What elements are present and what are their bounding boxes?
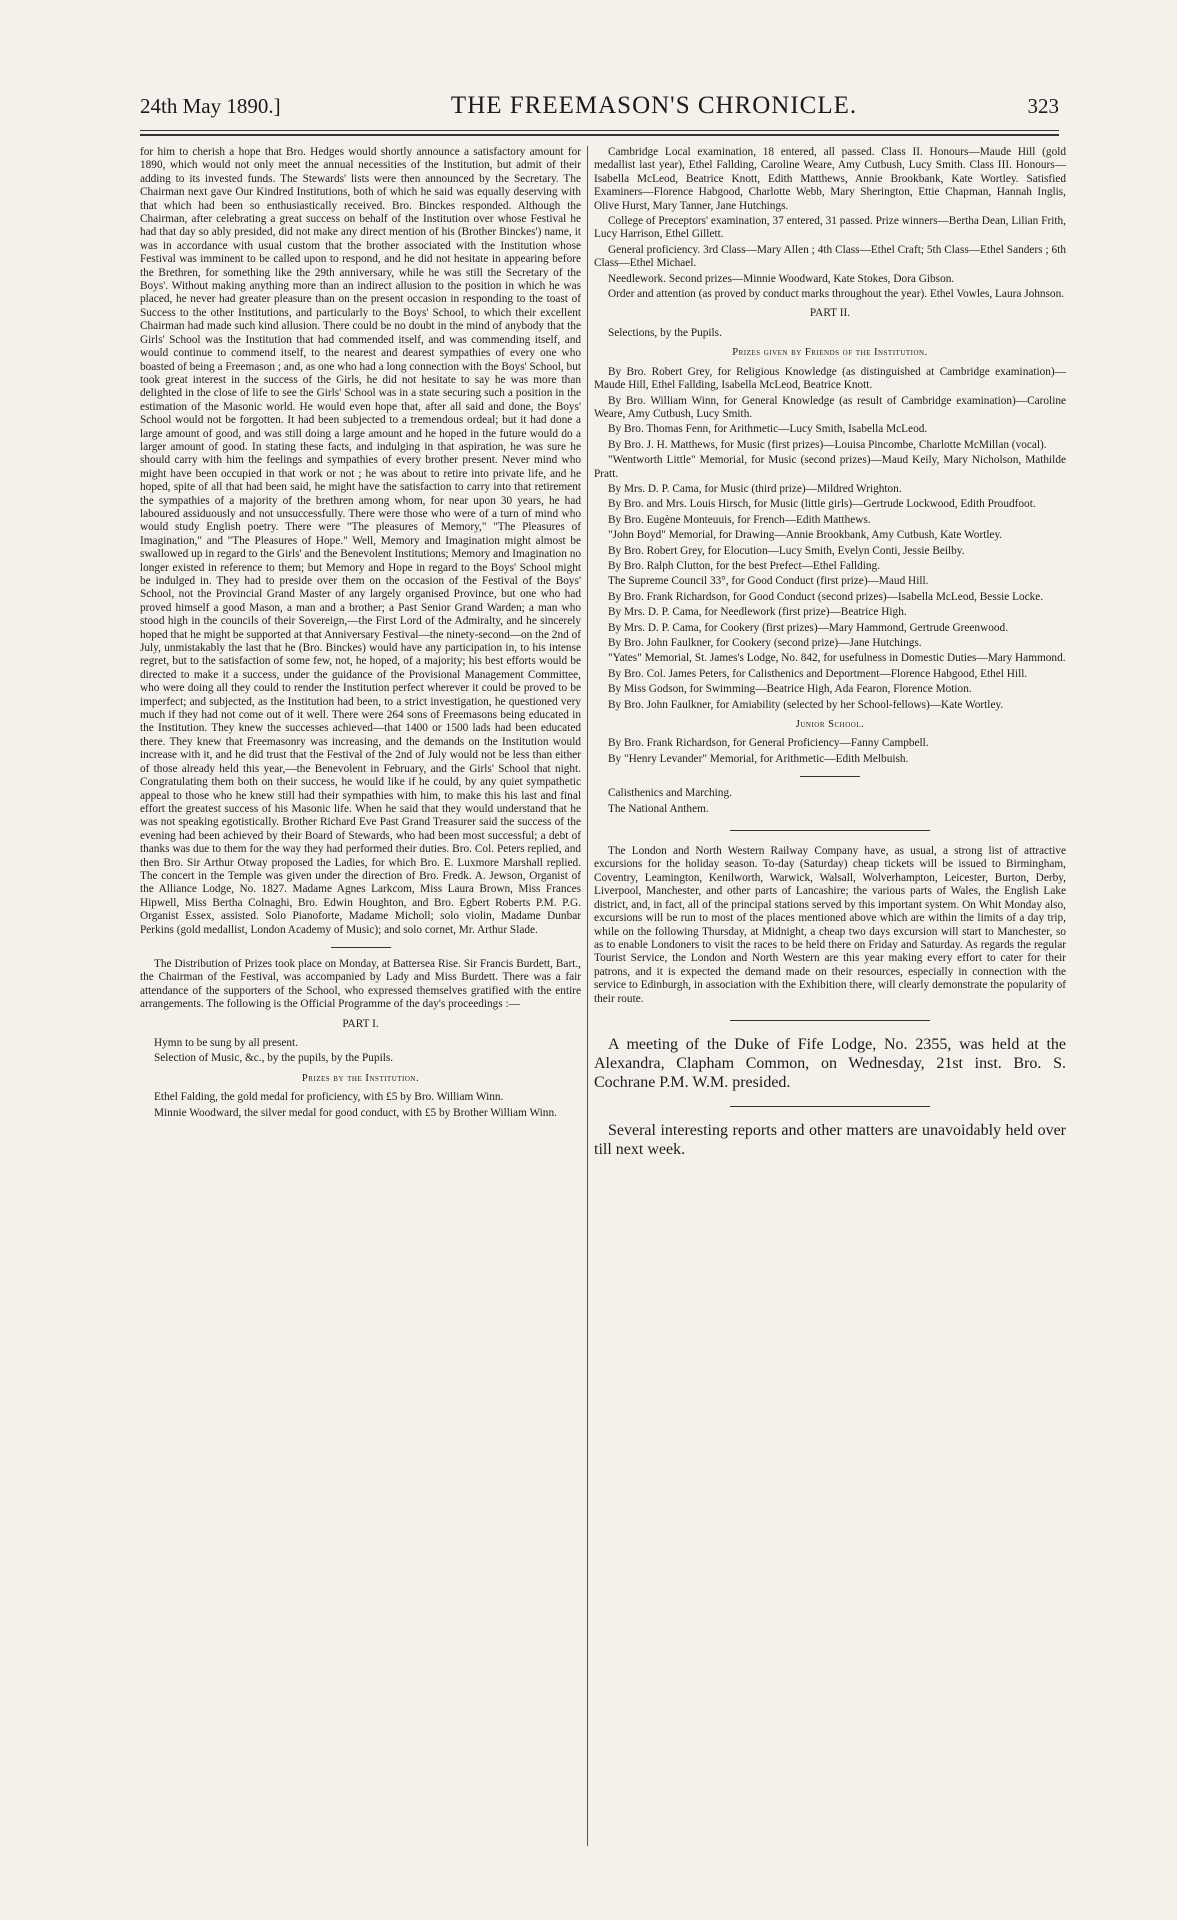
header-rule-thick	[140, 134, 1059, 136]
prize-list-item: By Bro. John Faulkner, for Cookery (second prize)—Jane Hutchings.	[608, 637, 922, 649]
prize-list-item: By Mrs. D. P. Cama, for Cookery (first prizes)—Mary Hammond, Gertrude Greenwood.	[608, 621, 1009, 634]
exam-results: Order and attention (as proved by conduct marks throughout the year). Ethel Vowles, Laura Johnson.	[608, 288, 1065, 301]
article-festival-report: for him to cherish a hope that Bro. Hedges would shortly announce a satisfactory amount for 1890, which would not only meet the annual necessities of the Institution, but admit of their adding to its invested funds. The Stewards' lists were then announced by the Secretary. The Chairman next gave Our Kindred Institutions, both of which he said was equally deserving with that which had been so enthusiastically received. Bro. Binckes responded. Although the Chairman, after celebrating a great success on behalf of the Institution over whose Festival he had that day so ably presided, did not make any direct mention of his (Brother Binckes') name, it was in accordance with usual custom that the brother associated with the Institution whose Festival was imminent to be called upon to respond, and he did not hesitate in appearing before the Brethren, for something like the 29th anniversary, while he was still the Secretary of the Boys'. Without making anything more than an indirect allusion to the position in which he was placed, he never had greater pleasure than on the present occasion in responding to the toast of Success to the other Institutions, and particularly to the Boys' School, to which their excellent Chairman had made such kind allusion. There could be no doubt in the mind of anybody that the Girls' School was the Institution that had commended itself, and was commending itself, and would continue to commend itself, to the nearest and dearest sympathies of every one who boasted of being a Freemason ; and, as one who had a long connection with the Boys' School, but took great interest in the success of the Girls, he did not hesitate to say he was more than delighted in the close of life to see the Girls' School was in a state securing such a position in the estimation of the Masonic world. He would even hope that, after all said and done, the Boys' School would not be forgotten. It had been subjected to a tremendous ordeal; but it had done a large amount of good, and was still doing a large amount and he hoped in the future would do a larger amount of good. In stating these facts, and indulging in that aspiration, he was sure he should carry with him the feelings and sympathies of every brother present. Never mind who might have been occupied in that work or not ; he was about to retire into private life, and he hoped, spite of all that had been said, he might have the satisfaction to carry into that retirement the sympathies of a majority of the brethren among whom, for near upon 30 years, he had laboured assiduously and not unsuccessfully. There were those who were of a turn of mind who would study English poetry. There were "The pleasures of Memory," "The Pleasures of Imagination," and "The Pleasures of Hope." Well, Memory and Imagination might almost be swallowed up in regard to the Girls' and the Benevolent Institutions; Memory and Imagination no longer existed in reference to them; but Memory and Hope in regard to the Boys' School might be indulged in. They had to preside over them on the occasion of the Festival of the Boys' School, not the Provincial Grand Master of any largely organised Province, but one who had proved himself a good Mason, a man and a brother; a Past Senior Grand Warden; a man who stood high in the councils of their Sovereign,—the First Lord of the Admiralty, and he sincerely hoped that he might be supported at that Anniversary Festival—the ninety-second—on the 2nd of July, unmistakably the last that he (Bro. Binckes) would have any participation in, to his intense regret, but to the satisfaction of some few, not, he hoped, of a majority; his best efforts would be directed to make it a success, under the guidance of the Provisional Management Committee, who were doing all they could to render the Institution perfect wherever it could be proved to be imperfect; and subjected, as the Institution had been, to a strict investigation, he questioned very much if they had not come out of it well. There were 264 sons of Freemasons being educated in the Institution. They knew the successes achieved—that 1400 or 1500 lads had been educated there. They knew that Freemasonry was increasing, and the demands on the Institution would increase with it, and he did trust that the Festival of the 2nd of July would not be less than either of those already held this year,—the Benevolent in February, and the Girls' School that night. Congratulating them both on their success, he would like if he could, by any quiet sympathetic appeal to those who he knew still had their sympathies with him, to make this his last and final effort the greatest success of his Masonic life. When he said that they would understand that he was not speaking egotistically. Brother Richard Eve Past Grand Treasurer said the success of the evening had been achieved by their Board of Stewards, who had been most successful; a debt of thanks was due to them for the way they had performed their duties. Bro. Col. Peters replied, and then Bro. Sir Arthur Otway proposed the Ladies, for which Bro. E. Luxmore Marshall replied. The concert in the Temple was given under the direction of Bro. Fredk. A. Jewson, Organist of the Alliance Lodge, No. 1827. Madame Agnes Larkcom, Miss Laura Brown, Miss Frances Hipwell, Miss Bertha Colnaghi, Bro. Edwin Houghton, and Bro. Egbert Roberts P.M. P.G. Organist Essex, assisted. Solo Pianoforte, Madame Micholl; solo violin, Madame Dunbar Perkins (gold medallist, London Academy of Music); and solo cornet, Mr. Arthur Slade.	[140, 146, 581, 936]
prize-list-item: "Yates" Memorial, St. James's Lodge, No. 842, for usefulness in Domestic Duties—Mary Hammond.	[608, 652, 1066, 665]
part-two-heading: PART II.	[809, 307, 851, 320]
section-divider	[800, 776, 860, 777]
program-hymn: Hymn to be sung by all present.	[154, 1037, 299, 1049]
prize-list-item: By Bro. Frank Richardson, for Good Conduct (second prizes)—Isabella McLeod, Bessie Locke.	[608, 590, 1044, 603]
column-divider	[587, 146, 588, 1846]
junior-prize-item: By Bro. Frank Richardson, for General Proficiency—Fanny Campbell.	[608, 737, 929, 750]
prize-item: Ethel Falding, the gold medal for proficiency, with £5 by Bro. William Winn.	[154, 1091, 504, 1104]
section-divider	[730, 830, 930, 831]
prizes-heading: Prizes by the Institution.	[301, 1072, 420, 1084]
section-divider	[730, 1020, 930, 1021]
left-column	[140, 146, 581, 1122]
prize-list-item: By Bro. William Winn, for General Knowledge (as result of Cambridge examination)—Caroline Weare, Amy Cutbush, Lucy Smith.	[594, 394, 1066, 420]
part-one-heading: PART I.	[342, 1017, 379, 1030]
junior-school-heading: Junior School.	[795, 719, 865, 731]
issue-date: 24th May 1890.]	[140, 94, 281, 118]
prize-list-item: By Bro. John Faulkner, for Amiability (selected by her School-fellows)—Kate Wortley.	[608, 698, 1004, 711]
section-divider	[331, 947, 391, 948]
prize-list-item: By Bro. Ralph Clutton, for the best Prefect—Ethel Fallding.	[608, 559, 881, 572]
prize-list-item: By Mrs. D. P. Cama, for Music (third prize)—Mildred Wrighton.	[608, 482, 902, 495]
program-selections: Selections, by the Pupils.	[608, 326, 722, 339]
prize-list-item: By Miss Godson, for Swimming—Beatrice High, Ada Fearon, Florence Motion.	[608, 683, 972, 696]
article-railway: The London and North Western Railway Company have, as usual, a strong list of attractive excursions for the holiday season. To-day (Saturday) cheap tickets will be issued to Birmingham, Coventry, Leamington, Kenilworth, Warwick, Walsall, Wolverhampton, Leicester, Burton, Derby, Liverpool, Manchester, and other parts of Lancashire; the various parts of Wales, the English Lake district, and, in fact, all of the principal stations served by this important system. On Whit Monday also, excursions will be run to most of the places mentioned above which are within the limits of a day trip, while on the following Thursday, at Midnight, a cheap two days excursion will start to Manchester, so as to enable Londoners to visit the races to be held there on Friday and Saturday. As regards the regular Tourist Service, the London and North Western are this year making every effort to cater for their patrons, and it is expected the demand made on their resources, especially in connection with the service to Edinburgh, in association with the Exhibition there, will clearly demonstrate the popularity of their route.	[594, 845, 1066, 1005]
prize-list-item: By Bro. Robert Grey, for Elocution—Lucy Smith, Evelyn Conti, Jessie Beilby.	[608, 544, 965, 557]
prize-list-item: "John Boyd" Memorial, for Drawing—Annie Brookbank, Amy Cutbush, Kate Wortley.	[608, 529, 1003, 542]
prize-list-item: By Bro. and Mrs. Louis Hirsch, for Music (little girls)—Gertrude Lockwood, Edith Proudfoot.	[608, 498, 1036, 511]
prize-list-item: "Wentworth Little" Memorial, for Music (second prizes)—Maud Keily, Mary Nicholson, Mathilde Pratt.	[594, 454, 1066, 480]
program-selection: Selection of Music, &c., by the pupils, by the Pupils.	[154, 1052, 394, 1065]
article-fife-lodge: A meeting of the Duke of Fife Lodge, No. 2355, was held at the Alexandra, Clapham Common, on Wednesday, 21st inst. Bro. S. Cochrane P.M. W.M. presided.	[594, 1035, 1066, 1091]
prize-item: Minnie Woodward, the silver medal for good conduct, with £5 by Brother William Winn.	[154, 1106, 557, 1119]
prize-list-item: By Mrs. D. P. Cama, for Needlework (first prize)—Beatrice High.	[608, 606, 907, 619]
masthead	[140, 92, 1059, 128]
junior-prize-item: By "Henry Levander" Memorial, for Arithmetic—Edith Melbuish.	[608, 752, 909, 765]
publication-title: THE FREEMASON'S CHRONICLE.	[450, 92, 858, 119]
exam-results: Needlework. Second prizes—Minnie Woodward, Kate Stokes, Dora Gibson.	[608, 272, 955, 285]
article-prize-distribution: The Distribution of Prizes took place on Monday, at Battersea Rise. Sir Francis Burdett, Bart., the Chairman of the Festival, was accompanied by Lady and Miss Burdett. There was a fair attendance of the supporters of the School, who expressed themselves gratified with the entire arrangements. The following is the Official Programme of the day's proceedings :—	[140, 957, 581, 1011]
header-rule	[140, 130, 1059, 131]
exam-results: College of Preceptors' examination, 37 entered, 31 passed. Prize winners—Bertha Dean, Lilian Frith, Lucy Harrison, Ethel Gillett.	[594, 215, 1066, 241]
prize-list-item: The Supreme Council 33°, for Good Conduct (first prize)—Maud Hill.	[608, 575, 929, 588]
program-anthem: The National Anthem.	[608, 802, 709, 815]
prize-list-item: By Bro. Col. James Peters, for Calisthenics and Deportment—Florence Habgood, Ethel Hill.	[608, 667, 1028, 680]
prize-list-item: By Bro. Robert Grey, for Religious Knowledge (as distinguished at Cambridge examination)—Maude Hill, Ethel Fallding, Isabella McLeod, Beatrice Knott.	[594, 365, 1066, 392]
article-held-over: Several interesting reports and other matters are unavoidably held over till next week.	[594, 1121, 1066, 1158]
right-column	[594, 146, 1066, 1161]
page-number: 323	[1027, 94, 1059, 118]
exam-results: Cambridge Local examination, 18 entered, all passed. Class II. Honours—Maude Hill (gold medallist last year), Ethel Fallding, Caroline Weare, Amy Cutbush, Lucy Smith. Class III. Honours—Isabella McLeod, Beatrice Knott, Edith Matthews, Annie Brookbank, Kate Wortley. Satisfied Examiners—Florence Habgood, Charlotte Webb, Mary Sherington, Ettie Chapman, Hannah Inglis, Olive Hurst, Mary Tanner, Jane Hutchings.	[594, 146, 1066, 212]
prize-list-item: By Bro. J. H. Matthews, for Music (first prizes)—Louisa Pincombe, Charlotte McMillan (vocal).	[608, 438, 1047, 451]
section-divider	[730, 1106, 930, 1107]
friends-prizes-heading: Prizes given by Friends of the Institution.	[732, 347, 928, 359]
prize-list-item: By Bro. Eugène Monteuuis, for French—Edith Matthews.	[608, 513, 871, 526]
program-calisthenics: Calisthenics and Marching.	[608, 787, 732, 800]
prize-list-item: By Bro. Thomas Fenn, for Arithmetic—Lucy Smith, Isabella McLeod.	[608, 423, 928, 436]
exam-results: General proficiency. 3rd Class—Mary Allen ; 4th Class—Ethel Craft; 5th Class—Ethel Sanders ; 6th Class—Ethel Michael.	[594, 243, 1066, 270]
